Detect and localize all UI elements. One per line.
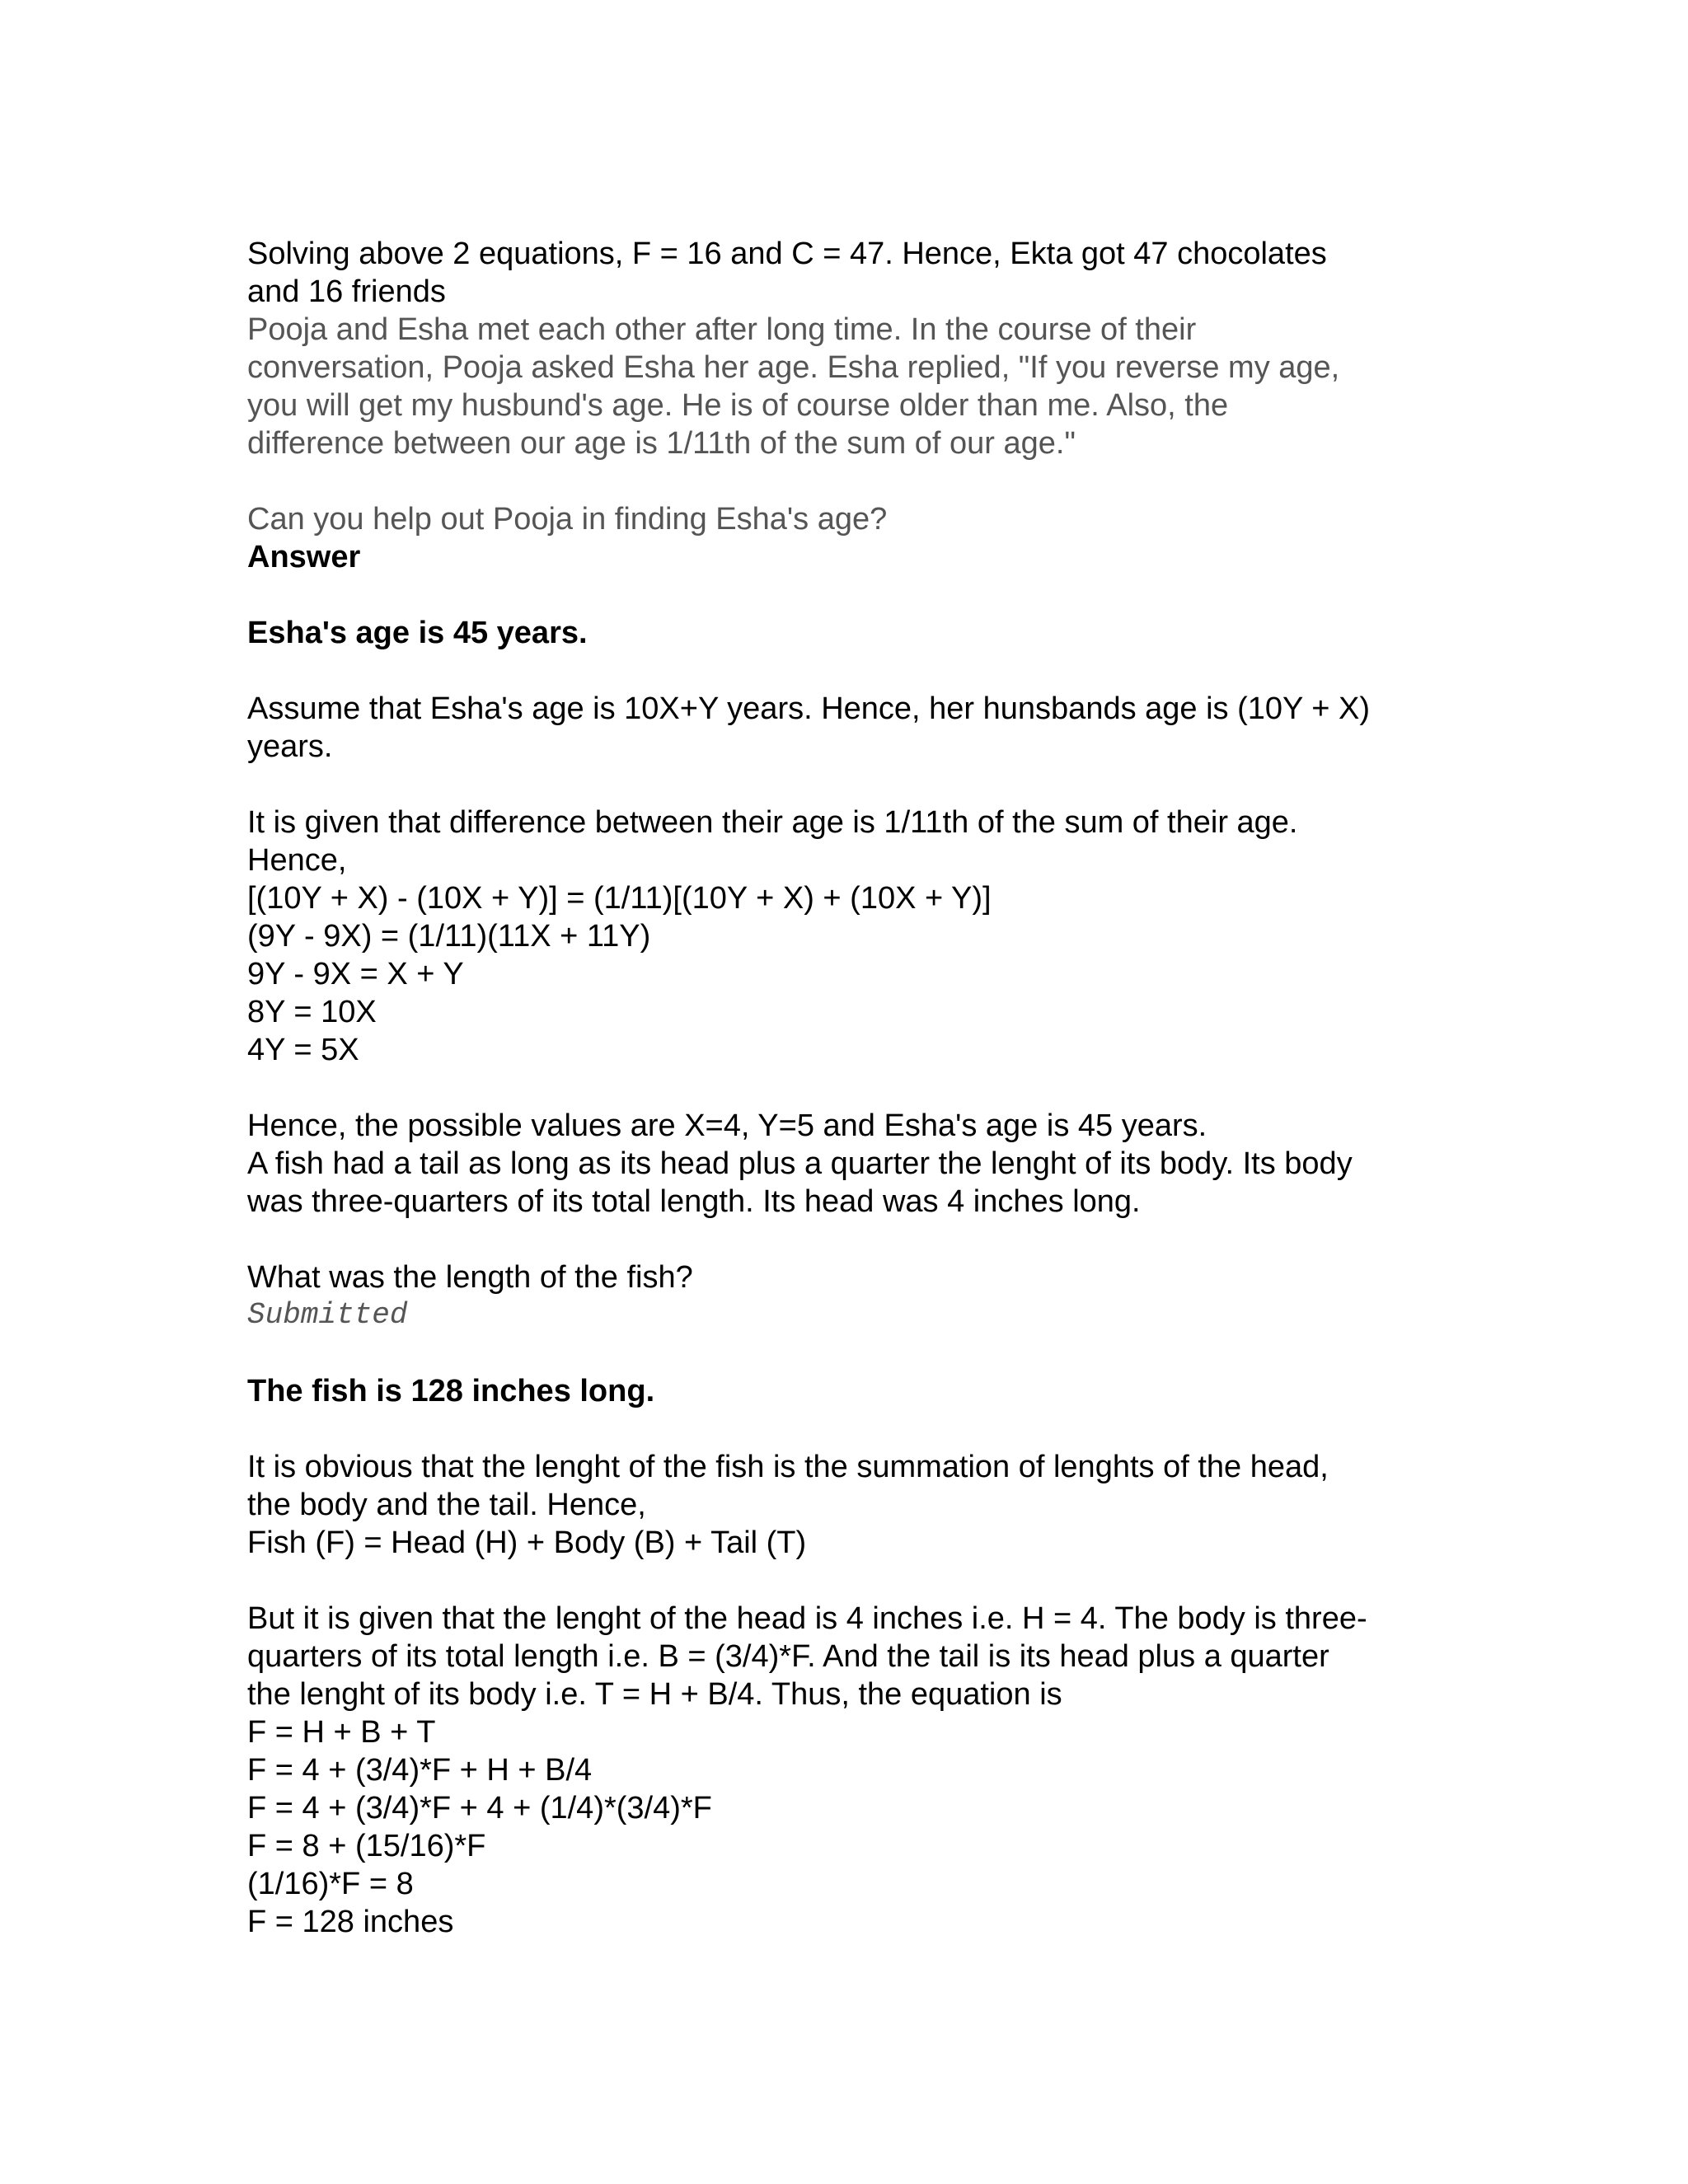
question-line: was three-quarters of its total length. Its head was 4 inches long. [247, 1184, 1141, 1219]
equation-line: F = 8 + (15/16)*F [247, 1829, 486, 1863]
question-prompt: What was the length of the fish? [247, 1260, 693, 1295]
equation-line: 4Y = 5X [247, 1033, 359, 1067]
equation-line: 8Y = 10X [247, 995, 377, 1029]
age-puzzle-question [247, 311, 1451, 538]
age-assumption [247, 690, 1451, 766]
text-line: But it is given that the lenght of the head is 4 inches i.e. H = 4. The body is three- [247, 1601, 1367, 1636]
fish-puzzle-question [247, 1145, 1451, 1296]
fish-explanation [247, 1448, 1451, 1562]
age-answer: Esha's age is 45 years. [247, 616, 588, 650]
equation-line: F = H + B + T [247, 1715, 436, 1750]
equation-line: F = 128 inches [247, 1905, 454, 1939]
age-conclusion: Hence, the possible values are X=4, Y=5 and Esha's age is 45 years. [247, 1108, 1207, 1143]
equation-line: (9Y - 9X) = (1/11)(11X + 11Y) [247, 919, 651, 954]
text-line: It is given that difference between their age is 1/11th of the sum of their age. [247, 805, 1298, 840]
submitted-label: Submitted [247, 1298, 408, 1332]
equation-line: F = 4 + (3/4)*F + H + B/4 [247, 1753, 593, 1788]
question-prompt: Can you help out Pooja in finding Esha's age? [247, 502, 888, 537]
question-line: A fish had a tail as long as its head plus a quarter the lenght of its body. Its body [247, 1146, 1353, 1181]
question-line: conversation, Pooja asked Esha her age. Esha replied, "If you reverse my age, [247, 350, 1340, 385]
text-line: the lenght of its body i.e. T = H + B/4. Thus, the equation is [247, 1677, 1062, 1712]
question-line: you will get my husbund's age. He is of course older than me. Also, the [247, 388, 1229, 423]
equation-line: [(10Y + X) - (10X + Y)] = (1/11)[(10Y + X) + (10X + Y)] [247, 881, 992, 916]
fish-derivation [247, 1600, 1451, 1941]
text-line: years. [247, 729, 333, 764]
age-derivation [247, 804, 1451, 1069]
question-line: Pooja and Esha met each other after long time. In the course of their [247, 312, 1197, 347]
chocolate-conclusion [247, 235, 1451, 311]
equation-line: (1/16)*F = 8 [247, 1867, 414, 1901]
text-line: quarters of its total length i.e. B = (3/4)*F. And the tail is its head plus a quarter [247, 1639, 1329, 1674]
question-line: difference between our age is 1/11th of the sum of our age." [247, 426, 1076, 461]
text-line: It is obvious that the lenght of the fish is the summation of lenghts of the head, [247, 1450, 1329, 1484]
text-line: and 16 friends [247, 274, 446, 309]
text-line: the body and the tail. Hence, [247, 1488, 646, 1522]
equation-line: F = 4 + (3/4)*F + 4 + (1/4)*(3/4)*F [247, 1791, 712, 1825]
text-line: Hence, [247, 843, 347, 878]
text-line: Solving above 2 equations, F = 16 and C = 47. Hence, Ekta got 47 chocolates [247, 237, 1327, 271]
document-page [247, 235, 1451, 1941]
equation-line: 9Y - 9X = X + Y [247, 957, 464, 991]
text-line: Assume that Esha's age is 10X+Y years. Hence, her hunsbands age is (10Y + X) [247, 691, 1370, 726]
text-line: Fish (F) = Head (H) + Body (B) + Tail (T) [247, 1526, 807, 1560]
answer-heading: Answer [247, 540, 361, 574]
fish-answer: The fish is 128 inches long. [247, 1374, 655, 1408]
